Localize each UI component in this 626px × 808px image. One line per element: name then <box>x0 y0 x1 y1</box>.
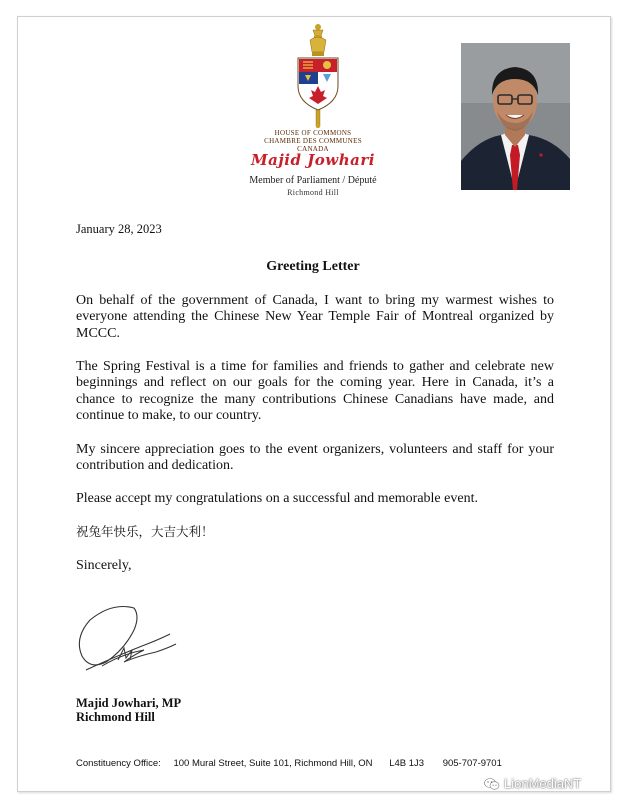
letter-paragraph: The Spring Festival is a time for families and friends to gather and celebrate new beginnings and reflect on our goals for the coming year. Here in Canada, it’s a chance to recognize the many contributions Chinese Canadians have made, and continue to make, to our country. <box>76 359 554 424</box>
letter-date: January 28, 2023 <box>76 222 162 236</box>
house-of-commons-crest-icon <box>285 22 351 128</box>
mp-title: Member of Parliament / Député <box>249 175 377 186</box>
riding-name: Richmond Hill <box>287 188 339 197</box>
signer-name: Majid Jowhari, MP <box>76 696 182 710</box>
mp-signature-name: Majid Jowhari <box>251 151 375 169</box>
footer-address: 100 Mural Street, Suite 101, Richmond Hill, ON <box>173 758 373 769</box>
handwritten-signature-icon <box>72 600 182 678</box>
signer-riding: Richmond Hill <box>76 710 155 724</box>
chinese-new-year-greeting: 祝兔年快乐，大吉大利！ <box>76 524 214 539</box>
house-of-commons-country: CANADA <box>297 145 329 153</box>
portrait-avatar-icon <box>461 43 570 190</box>
footer-label: Constituency Office: <box>76 758 161 769</box>
letter-paragraph: On behalf of the government of Canada, I want to bring my warmest wishes to everyone attending the Chinese New Year Temple Fair of Montreal organized by MCCC. <box>76 293 554 341</box>
watermark-text: LionMediaNT <box>504 776 582 791</box>
wechat-icon <box>484 777 500 791</box>
footer-postal-code: L4B 1J3 <box>389 758 425 769</box>
constituency-office-footer <box>76 758 502 769</box>
letter-paragraph: My sincere appreciation goes to the event organizers, volunteers and staff for your contribution and dedication. <box>76 442 554 474</box>
letter-heading: Greeting Letter <box>266 259 360 274</box>
footer-phone: 905-707-9701 <box>442 758 502 769</box>
house-of-commons-fr: CHAMBRE DES COMMUNES <box>264 137 362 145</box>
watermark <box>484 776 581 791</box>
letter-closing: Sincerely, <box>76 558 132 573</box>
house-of-commons-en: HOUSE OF COMMONS <box>274 129 352 137</box>
mp-portrait <box>461 43 570 190</box>
letter-paragraph: Please accept my congratulations on a successful and memorable event. <box>76 491 478 506</box>
